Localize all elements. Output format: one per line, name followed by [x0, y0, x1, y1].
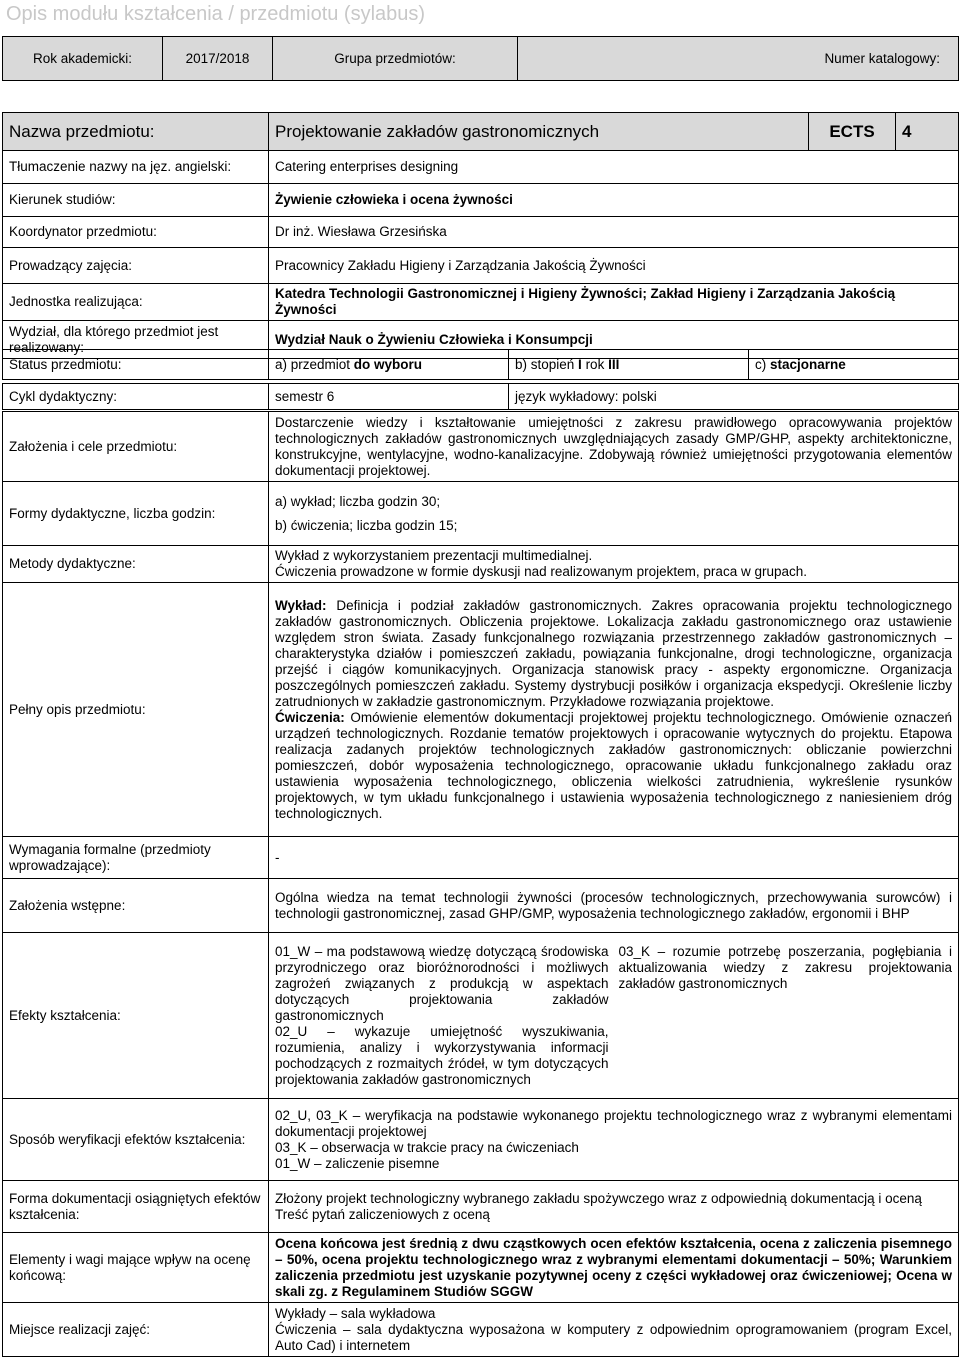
prowadzacy-label: Prowadzący zajęcia: — [3, 248, 269, 284]
efekty-label: Efekty kształcenia: — [3, 933, 269, 1099]
status-label: Status przedmiotu: — [3, 350, 269, 380]
kierunek-label: Kierunek studiów: — [3, 184, 269, 217]
status-b: b) stopień I rok III — [509, 350, 749, 380]
elementy-label: Elementy i wagi mające wpływ na ocenę końcową: — [3, 1233, 269, 1303]
cykl-table — [2, 383, 959, 410]
nazwa-przedmiotu-value: Projektowanie zakładów gastronomicznych — [269, 113, 809, 151]
efekt-w: 01_W – ma podstawową wiedzę dotyczącą środowiska przyrodniczego oraz bioróżnorodności i możliwych zagrożeń związanych z produkcją w aspektach dotyczących projektowania zakładów gastronomicznych — [275, 943, 609, 1023]
ects-label: ECTS — [809, 113, 896, 151]
sposob-item: 02_U, 03_K – weryfikacja na podstawie wykonanego projektu technologicznego wraz z wybranymi elementami dokumentacji projektowej — [275, 1107, 952, 1139]
jednostka-label: Jednostka realizująca: — [3, 284, 269, 321]
miejsce-value — [269, 1303, 959, 1357]
forma-label: Forma dokumentacji osiągniętych efektów kształcenia: — [3, 1181, 269, 1233]
header-table — [2, 36, 959, 81]
grupa-przedmiotow-label: Grupa przedmiotów: — [273, 37, 518, 81]
opis-value — [269, 583, 959, 837]
prowadzacy-value: Pracownicy Zakładu Higieny i Zarządzania Jakością Żywności — [269, 248, 959, 284]
details-table — [2, 411, 959, 1357]
formy-item-a: a) wykład; liczba godzin 30; — [275, 493, 441, 509]
tlumaczenie-label: Tłumaczenie nazwy na jęz. angielski: — [3, 151, 269, 184]
sposob-label: Sposób weryfikacji efektów kształcenia: — [3, 1099, 269, 1181]
opis-wyklad: Wykład: Definicja i podział zakładów gastronomicznych. Zakres opracowania projektu technologicznego zakładów gastronomicznych. Obliczenia projektowe. Lokalizacja zakładu gastronomicznego oraz ustawienie względem stron świata. Zasady funkcjonalnego rozwiązania przestrzennego zakładów gastronomicznych – charakterystyka działów i pomieszczeń zakładu, powiązania funkcjonalne, drogi technologiczne, organizacja przejść i ciągów komunikacyjnych. Organizacja stanowisk pracy - aspekty ergonomiczne. Organizacja poszczególnych pomieszczeń zakładu. Systemy dystrybucji posiłków i organizacja ekspedycji. Określenie liczby zatrudnionych w zakładzie gastronomicznym. Przykładowe rozwiązania projektowe. — [275, 597, 952, 709]
nazwa-przedmiotu-label: Nazwa przedmiotu: — [3, 113, 269, 151]
koordynator-label: Koordynator przedmiotu: — [3, 217, 269, 248]
numer-katalogowy-label: Numer katalogowy: — [518, 37, 959, 81]
metody-value — [269, 546, 959, 583]
course-info-table — [2, 112, 959, 359]
forma-item: Treść pytań zaliczeniowych z oceną — [275, 1206, 490, 1222]
wymagania-value: - — [269, 837, 959, 879]
efekty-left — [275, 944, 609, 1088]
wydzial-label: Wydział, dla którego przedmiot jest realizowany: — [3, 321, 269, 359]
document-title: Opis modułu kształcenia / przedmiotu (sylabus) — [6, 3, 426, 25]
wydzial-value: Wydział Nauk o Żywieniu Człowieka i Konsumpcji — [269, 321, 959, 359]
formy-item-b: b) ćwiczenia; liczba godzin 15; — [275, 517, 458, 533]
koordynator-value: Dr inż. Wiesława Grzesińska — [269, 217, 959, 248]
opis-cwiczenia: Ćwiczenia: Omówienie elementów dokumentacji projektowej projektu technologicznego. Omówienie oznaczeń urządzeń technologicznych. Rozdanie tematów projektowych i opracowanie wytycznych do projektu. Etapowa realizacja zadanych projektów technologicznych zakładów gastronomicznych: obliczanie powierzchni pomieszczeń, dobór wyposażenia technologicznego, opracowanie układu funkcjonalnego zakładu oraz ustawienia wyposażenia technologicznego, obliczenia wielkości zatrudnienia, wykreślenie rysunków projektowych, w tym układu funkcjonalnego i ustawienia wyposażenia technologicznego z naniesieniem dróg technologicznych. — [275, 709, 952, 821]
tlumaczenie-value: Catering enterprises designing — [269, 151, 959, 184]
efekt-u: 02_U – wykazuje umiejętność wyszukiwania, rozumienia, analizy i wykorzystywania informacji pochodzących z rozmaitych źródeł, w tym dotyczących projektowania zakładów gastronomicznych — [275, 1023, 609, 1087]
forma-value — [269, 1181, 959, 1233]
forma-item: Złożony projekt technologiczny wybranego zakładu spożywczego wraz z odpowiednią dokumentacją i oceną — [275, 1190, 922, 1206]
zalozenia-wstepne-label: Założenia wstępne: — [3, 879, 269, 933]
efekty-value — [269, 933, 959, 1099]
opis-label: Pełny opis przedmiotu: — [3, 583, 269, 837]
cykl-label: Cykl dydaktyczny: — [3, 384, 269, 410]
formy-label: Formy dydaktyczne, liczba godzin: — [3, 482, 269, 546]
metody-item: Wykład z wykorzystaniem prezentacji multimedialnej. — [275, 548, 593, 563]
wymagania-label: Wymagania formalne (przedmioty wprowadzające): — [3, 837, 269, 879]
sposob-item: 01_W – zaliczenie pisemne — [275, 1155, 440, 1171]
zalozenia-value: Dostarczenie wiedzy i kształtowanie umiejętności z zakresu prawidłowego opracowywania projektów technologicznych zakładów gastronomicznych uwzględniających zasady GMP/GHP, aspekty architektoniczne, konstrukcyjne, wentylacyjne, wodno-kanalizacyjne. Zdobywają również umiejętności przygotowania elementów dokumentacji projektowej. — [269, 412, 959, 482]
zalozenia-wstepne-value: Ogólna wiedza na temat technologii żywności (procesów technologicznych, przechowywania surowców) i technologii gastronomicznej, zasad GHP/GMP, wyposażenia technologicznego zakładów, ergonomii i BHP — [269, 879, 959, 933]
rok-akademicki-label: Rok akademicki: — [3, 37, 163, 81]
jednostka-value: Katedra Technologii Gastronomicznej i Higieny Żywności; Zakład Higieny i Zarządzania Jakością Żywności — [269, 284, 959, 321]
miejsce-label: Miejsce realizacji zajęć: — [3, 1303, 269, 1357]
elementy-value: Ocena końcowa jest średnią z dwu cząstkowych ocen efektów kształcenia, ocena z zaliczenia pisemnego – 50%, ocena projektu technologicznego wraz z wybranymi elementami dokumentacji – 50%; Warunkiem zaliczenia przedmiotu jest uzyskanie pozytywnej oceny z części wykładowej oraz ćwiczeniowej; Ocena w skali zg. z Regulaminem Studiów SGGW — [269, 1233, 959, 1303]
formy-value — [269, 482, 959, 546]
miejsce-item: Wykłady – sala wykładowa — [275, 1305, 436, 1321]
kierunek-value: Żywienie człowieka i ocena żywności — [269, 184, 959, 217]
miejsce-item: Ćwiczenia – sala dydaktyczna wyposażona w komputery z odpowiednim oprogramowaniem (program Excel, Auto Cad) i internetem — [275, 1321, 952, 1353]
metody-label: Metody dydaktyczne: — [3, 546, 269, 583]
rok-akademicki-value: 2017/2018 — [163, 37, 273, 81]
zalozenia-label: Założenia i cele przedmiotu: — [3, 412, 269, 482]
cykl-jezyk: język wykładowy: polski — [509, 384, 959, 410]
sposob-value — [269, 1099, 959, 1181]
ects-value: 4 — [896, 113, 959, 151]
status-c: c) stacjonarne — [749, 350, 959, 380]
sposob-item: 03_K – obserwacja w trakcie pracy na ćwiczeniach — [275, 1139, 579, 1155]
status-table — [2, 349, 959, 380]
status-a: a) przedmiot do wyboru — [269, 350, 509, 380]
efekt-k: 03_K – rozumie potrzebę poszerzania, pogłębiania i aktualizowania wiedzy z zakresu projektowania zakładów gastronomicznych — [618, 943, 952, 991]
cykl-semestr: semestr 6 — [269, 384, 509, 410]
metody-item: Ćwiczenia prowadzone w formie dyskusji nad realizowanym projektem, praca w grupach. — [275, 564, 807, 579]
